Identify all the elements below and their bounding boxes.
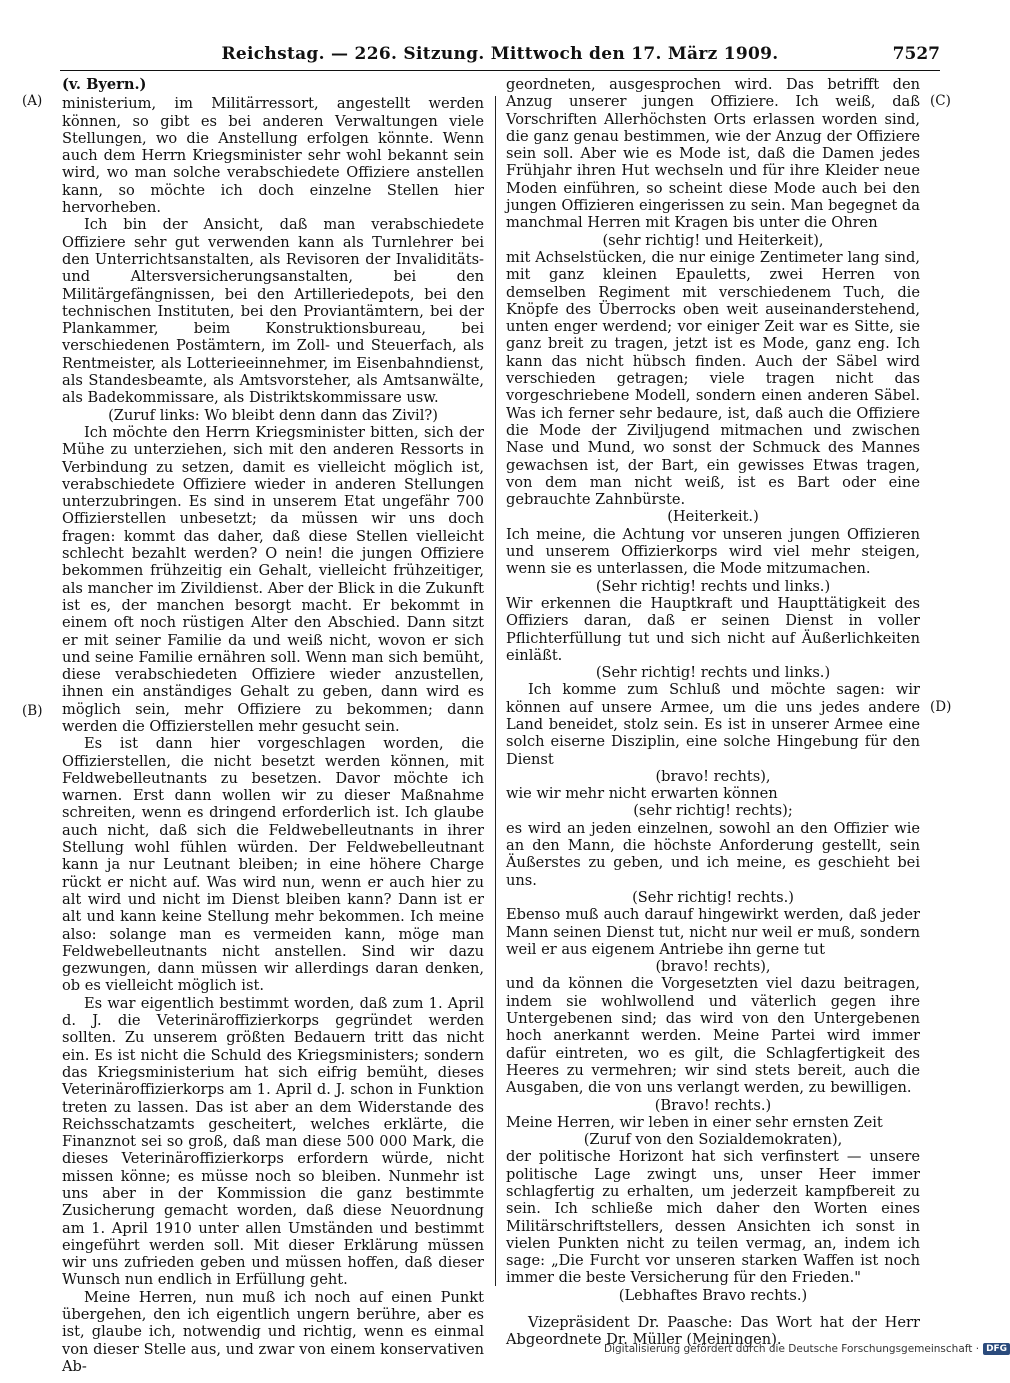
dfg-logo: DFG [983,1343,1010,1355]
interjection: (sehr richtig! und Heiterkeit), [602,231,824,249]
paragraph: Ich meine, die Achtung vor unseren jungen Offizieren und unserem Offizierkorps wird viel mehr steigen, wenn sie es unterlassen, die Mode mitzumachen. [506,525,920,578]
margin-mark-b: (B) [22,703,43,719]
interjection: (Zuruf von den Sozialdemokraten), [583,1131,843,1149]
paragraph: Ich bin der Ansicht, daß man verabschiedete Offiziere sehr gut verwenden kann als Turnlehrer bei den Unterrichtsanstalten, als Revisoren der Invaliditäts- und Altersversicherungsanstalten, bei den Militärgefängnissen, bei den Artilleriedepots, bei den technischen Instituten, bei den Proviantämtern, bei der Plankammer, beim Konstruktionsbureau, bei verschiedenen Postämtern, im Zoll- und Steuerfach, als Rentmeister, als Lotterieeinnehmer, im Eisenbahndienst, als Standesbeamte, als Amtsvorsteher, als Amtsanwälte, als Badekommissare, als Distriktskommissare usw. [62,216,484,407]
left-column [62,76,484,1375]
interjection: (Sehr richtig! rechts und links.) [595,577,831,595]
paragraph: Es war eigentlich bestimmt worden, daß zum 1. April d. J. die Veterinäroffizierkorps gegründet werden sollten. Zu unserem größten Bedauern tritt das nicht ein. Es ist nicht die Schuld des Kriegsministers; sondern das Kriegsministerium hat sich eifrig bemüht, dieses Veterinäroffizierkorps am 1. April d. J. schon in Funktion treten zu lassen. Das ist aber an dem Widerstande des Reichsschatzamts gescheitert, welches erklärte, die Finanznot sei so groß, daß man diese 500 000 Mark, die dieses Veterinäroffizierkorps erfordern würde, nicht missen könne; es müsse noch so bleiben. Nunmehr ist uns aber in der Kommission die ganz bestimmte Zusicherung gemacht worden, daß diese Neuordnung am 1. April 1910 unter allen Umständen und bestimmt eingeführt werden soll. Mit dieser Erklärung müssen wir uns zufrieden geben und müssen hoffen, daß dieser Wunsch nun endlich in Erfüllung geht. [62,994,484,1289]
margin-mark-a: (A) [22,93,43,109]
interjection: (Zuruf links: Wo bleibt denn dann das Zivil?) [108,406,438,424]
paragraph: Wir erkennen die Hauptkraft und Haupttätigkeit des Offiziers daran, daß er seinen Dienst in voller Pflichterfüllung tut und sich nicht auf Äußerlichkeiten einläßt. [506,594,920,664]
paragraph: Ich möchte den Herrn Kriegsminister bitten, sich der Mühe zu unterziehen, sich mit den anderen Ressorts in Verbindung zu setzen, damit es vielleicht möglich ist, verabschiedete Offiziere wieder in anderen Stellungen unterzubringen. Es sind in unserem Etat ungefähr 700 Offizierstellen unbesetzt; da müssen wir uns doch fragen: kommt das daher, daß diese Stellen vielleicht schlecht bezahlt werden? O nein! die jungen Offiziere bekommen frühzeitig ein Gehalt, vielleicht frühzeitiger, als mancher im Zivildienst. Aber der Blick in die Zukunft ist es, der manchen besorgt macht. Er bekommt in einem oft noch rüstigen Alter den Abschied. Dann sitzt er mit seiner Familie da und weiß nicht, wovon er sich und seine Familie ernähren soll. Wenn man sich bemüht, diese verabschiedeten Offiziere wieder anzustellen, ihnen ein anständiges Gehalt zu geben, dann wird es möglich sein, mehr Offiziere zu bekommen; dann werden die Offizierstellen mehr gesucht sein. [62,423,484,735]
interjection: (bravo! rechts), [655,767,771,785]
paragraph: Ich komme zum Schluß und möchte sagen: wir können auf unsere Armee, um die uns jedes andere Land beneidet, stolz sein. Es ist in unserer Armee eine solch eiserne Disziplin, eine solche Hingebung für den Dienst [506,681,920,768]
header-rule [60,70,940,71]
interjection: (Lebhaftes Bravo rechts.) [618,1286,808,1304]
header-title: Reichstag. — 226. Sitzung. Mittwoch den 17. März 1909. [221,44,779,64]
paragraph: mit Achselstücken, die nur einige Zentimeter lang sind, mit ganz kleinen Epauletts, zwei Herren von demselben Regiment mit verschiedenem Tuch, die Knöpfe des Überrocks oben weit auseinanderstehend, unten enger werdend; vor einiger Zeit war es Sitte, sie ganz breit zu tragen, jetzt ist es Mode, ganz eng. Ich kann das nicht hübsch finden. Auch der Säbel wird verschieden getragen; viele tragen nicht das vorgeschriebene Modell, sondern einen anderen Säbel. Was ich ferner sehr bedaure, ist, daß auch die Offiziere die Mode der Ziviljugend mitmachen und zwischen Nase und Mund, wo sonst der Schmuck des Mannes gewachsen ist, der Bart, ein gewisses Etwas tragen, von dem man nicht weiß, ist es Bart oder eine gebrauchte Zahnbürste. [506,248,920,509]
paragraph: Vizepräsident Dr. Paasche: Das Wort hat der Herr Abgeordnete Dr. Müller (Meiningen). [506,1314,920,1349]
paragraph: Meine Herren, nun muß ich noch auf einen Punkt übergehen, den ich eigentlich ungern berühre, aber es ist, glaube ich, notwendig und richtig, wenn es einmal von dieser Stelle aus, und zwar von einem konservativen Ab- [62,1288,484,1375]
paragraph: wie wir mehr nicht erwarten können [506,785,778,803]
margin-mark-c: (C) [930,93,951,109]
interjection: (bravo! rechts), [655,958,771,976]
paragraph: es wird an jeden einzelnen, sowohl an den Offizier wie an den Mann, die höchste Anforderung gestellt, sein Äußerstes zu geben, und ich meine, es geschieht bei uns. [506,819,920,889]
page-header [60,44,940,70]
interjection: (Heiterkeit.) [667,508,759,526]
paragraph: geordneten, ausgesprochen wird. Das betrifft den Anzug unserer jungen Offiziere. Ich weiß, daß Vorschriften Allerhöchsten Orts erlassen worden sind, die ganz genau bestimmen, wie der Anzug der Offiziere sein soll. Aber wie es Mode ist, daß die Damen jedes Frühjahr ihren Hut wechseln und für ihre Kleider neue Moden einführen, so scheint diese Mode auch bei den jungen Offizieren eingerissen zu sein. Man begegnet da manchmal Herren mit Kragen bis unter die Ohren [506,76,920,232]
interjection: (Bravo! rechts.) [654,1096,772,1114]
interjection: (Sehr richtig! rechts.) [632,888,794,906]
paragraph: Meine Herren, wir leben in einer sehr ernsten Zeit [506,1113,883,1131]
page-number: 7527 [892,44,940,64]
interjection: (sehr richtig! rechts); [633,802,793,820]
interjection: (Sehr richtig! rechts und links.) [595,664,831,682]
footer-text: Digitalisierung gefördert durch die Deutsche Forschungsgemeinschaft · [604,1343,980,1355]
footer [604,1343,1010,1355]
margin-mark-d: (D) [930,699,952,715]
paragraph: ministerium, im Militärressort, angestellt werden können, so gibt es bei anderen Verwaltungen viele Stellungen, wo die Anstellung erfolgen könnte. Wenn auch dem Herrn Kriegsminister sehr wohl bekannt sein wird, wo man solche verabschiedete Offiziere anstellen kann, so möchte ich doch einzelne Stellen hier hervorheben. [62,95,484,217]
column-divider [495,96,496,1286]
right-column [506,76,920,1349]
paragraph: Ebenso muß auch darauf hingewirkt werden, daß jeder Mann seinen Dienst tut, nicht nur weil er muß, sondern weil er aus eigenem Antriebe ihn gerne tut [506,906,920,958]
paragraph: Es ist dann hier vorgeschlagen worden, die Offizierstellen, die nicht besetzt werden können, mit Feldwebelleutnants zu besetzen. Davor möchte ich warnen. Erst dann wollen wir zu dieser Maßnahme schreiten, wenn es dringend erforderlich ist. Ich glaube auch nicht, daß sich die Feldwebelleutnants in ihrer Stellung wohl fühlen würden. Der Feldwebelleutnant kann ja nur Leutnant bleiben; in eine höhere Charge rückt er nicht auf. Was wird nun, wenn er auch hier zu alt wird und nicht im Dienst bleiben kann? Dann ist er alt und kann keine Stellung mehr bekommen. Ich meine also: solange man es vermeiden kann, möge man Feldwebelleutnants nicht anstellen. Sind wir dazu gezwungen, dann müssen wir allerdings daran denken, ob es vielleicht möglich ist. [62,735,484,995]
paragraph: und da können die Vorgesetzten viel dazu beitragen, indem sie wohlwollend und väterlich gegen ihre Untergebenen sind; das wird von den Untergebenen hoch anerkannt werden. Meine Partei wird immer dafür eintreten, wo es gilt, die Schlagfertigkeit des Heeres zu vermehren; wir sind stets bereit, auch die Ausgaben, die von uns verlangt werden, zu bewilligen. [506,975,920,1097]
paragraph: der politische Horizont hat sich verfinstert — unsere politische Lage zwingt uns, unser Heer immer schlagfertig zu erhalten, um jederzeit kampfbereit zu sein. Ich schließe mich daher den Worten eines Militärschriftstellers, dessen Ansichten ich sonst in vielen Punkten nicht zu teilen vermag, an, indem ich sage: „Die Furcht vor unseren starken Waffen ist noch immer die beste Versicherung für den Frieden." [506,1148,920,1287]
speaker-label: (v. Byern.) [62,76,147,93]
